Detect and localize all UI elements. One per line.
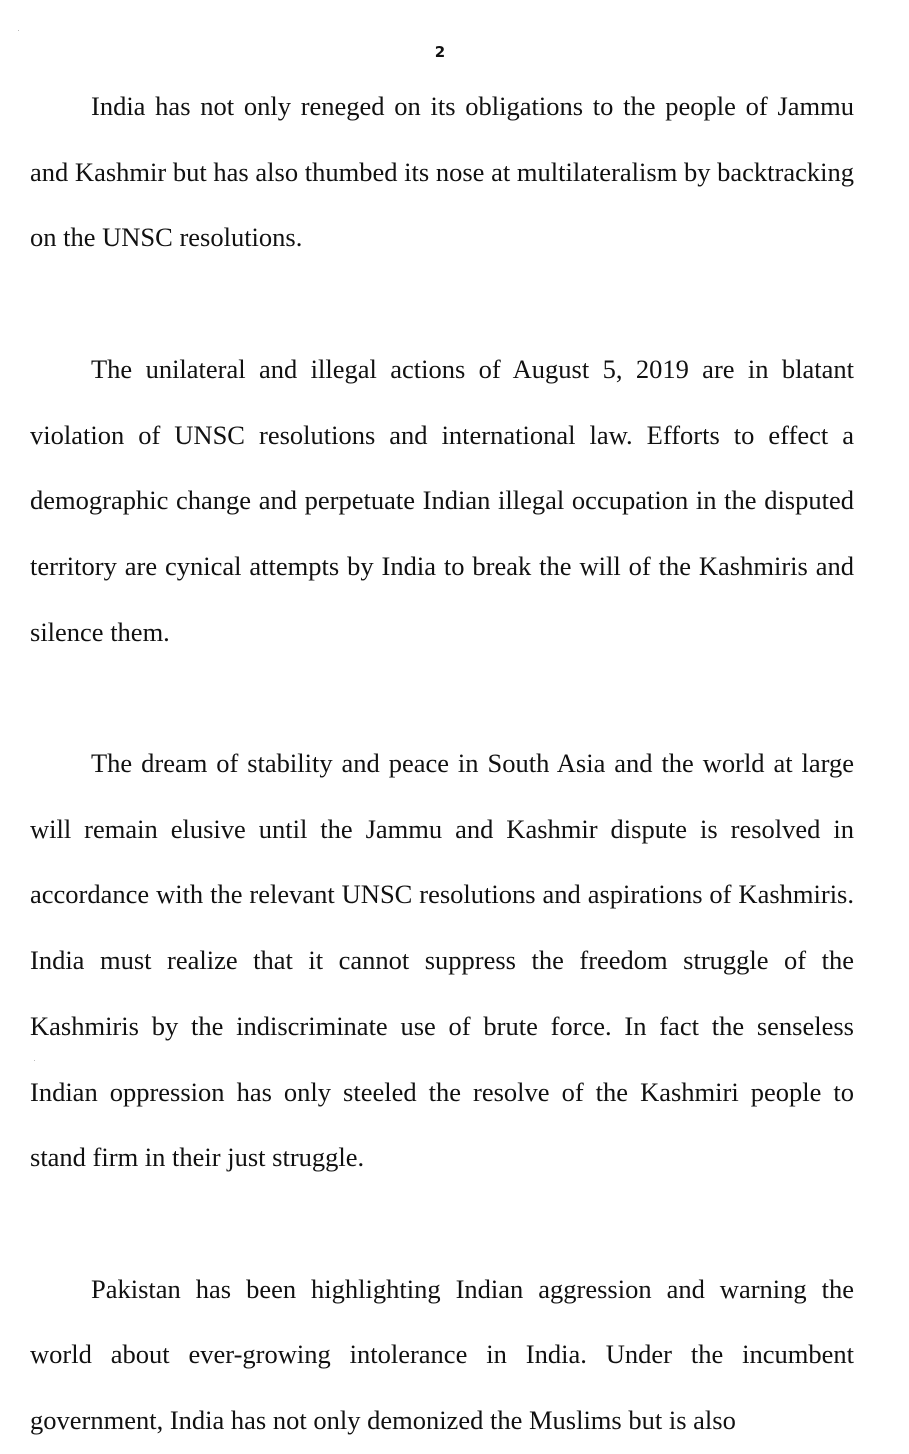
paragraph-2: The unilateral and illegal actions of August 5, 2019 are in blatant violation of UNSC resolutions and international law. Efforts to effect a demographic change and perpetuate Indian illegal occupation in the disputed territory are cynical attempts by India to break the will of the Kashmiris and silence them.	[30, 353, 854, 647]
paragraph-3: The dream of stability and peace in South Asia and the world at large will remain elusive until the Jammu and Kashmir dispute is resolved in accordance with the relevant UNSC resolutions and aspirations of Kashmiris. India must realize that it cannot suppress the freedom struggle of the Kashmiris by the indiscriminate use of brute force. In fact the senseless Indian oppression has only steeled the resolve of the Kashmiri people to stand firm in their just struggle.	[30, 748, 854, 1173]
scan-speck-middle	[34, 1060, 35, 1061]
paragraph-1: India has not only reneged on its obligations to the people of Jammu and Kashmir but has also thumbed its nose at multilateralism by backtracking on the UNSC resolutions.	[30, 91, 854, 253]
document-body	[30, 74, 854, 1454]
page-number: 2	[434, 43, 446, 61]
paragraph-4: Pakistan has been highlighting Indian aggression and warning the world about ever-growing intolerance in India. Under the incumbent government, India has not only demonized the Muslims but is also	[30, 1273, 854, 1436]
scan-speck-top	[18, 30, 19, 31]
